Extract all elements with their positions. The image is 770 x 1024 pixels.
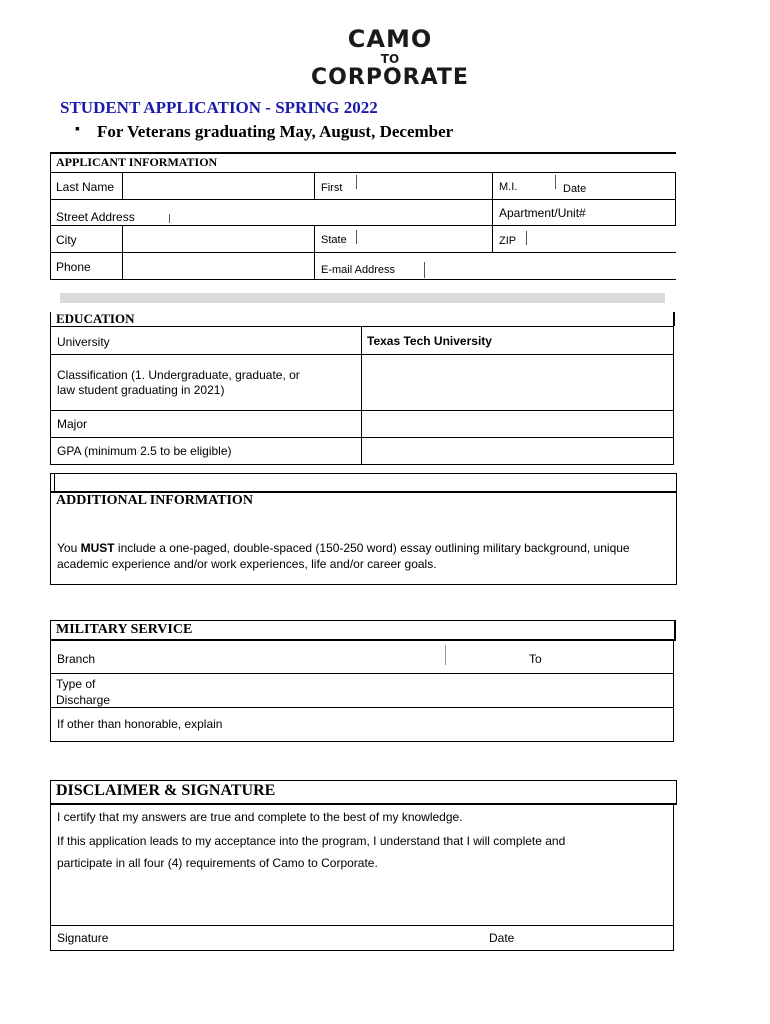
additional-text-bold: MUST xyxy=(80,541,115,555)
state-tick xyxy=(356,230,357,244)
additional-text-line2: academic experience and/or work experiences, life and/or career goals. xyxy=(57,557,437,571)
disclaimer-top-rule xyxy=(50,780,677,781)
logo-line-camo: CAMO xyxy=(347,25,433,53)
applicant-col-label-2 xyxy=(122,225,123,279)
additional-right-border xyxy=(676,473,677,585)
military-title-rule xyxy=(50,639,676,641)
military-rule-1 xyxy=(50,673,674,674)
disclaimer-section-title: DISCLAIMER & SIGNATURE xyxy=(56,782,276,799)
applicant-col-mid-2 xyxy=(314,225,315,279)
state-label: State xyxy=(321,234,347,246)
email-tick xyxy=(424,262,425,278)
phone-field[interactable] xyxy=(124,254,312,277)
apartment-label: Apartment/Unit# xyxy=(499,206,586,220)
applicant-rule-2 xyxy=(50,199,676,200)
classification-label-line2: law student graduating in 2021) xyxy=(57,383,225,397)
other-than-honorable-label: If other than honorable, explain xyxy=(57,717,223,731)
applicant-col-mid xyxy=(314,172,315,199)
last-name-label: Last Name xyxy=(56,180,115,194)
signature-label: Signature xyxy=(57,931,109,945)
logo-line-corporate: CORPORATE xyxy=(311,65,469,90)
program-text-line2: participate in all four (4) requirements of Camo to Corporate. xyxy=(57,856,378,870)
applicant-rule-1 xyxy=(50,172,676,173)
classification-field[interactable] xyxy=(363,356,672,408)
branch-tick xyxy=(445,645,446,665)
discharge-field[interactable] xyxy=(120,675,672,705)
logo-line-to: TO xyxy=(380,52,400,66)
military-rule-3 xyxy=(50,741,674,742)
additional-bottom-rule xyxy=(50,584,677,585)
street-address-field[interactable] xyxy=(172,201,490,223)
signature-rule xyxy=(50,925,674,926)
applicant-left-border xyxy=(50,152,51,279)
mi-tick xyxy=(555,175,556,189)
education-right-border-top xyxy=(673,312,675,326)
to-field[interactable] xyxy=(548,642,672,671)
first-name-label: First xyxy=(321,182,343,194)
applicant-right-border xyxy=(675,172,676,225)
applicant-rule-5 xyxy=(50,279,676,280)
applicant-section-title: APPLICANT INFORMATION xyxy=(56,155,218,169)
additional-section-title: ADDITIONAL INFORMATION xyxy=(56,493,253,508)
education-rule-3 xyxy=(50,410,674,411)
additional-left-border xyxy=(50,473,51,585)
branch-label: Branch xyxy=(57,652,96,666)
zip-tick xyxy=(526,231,527,245)
education-rule-5 xyxy=(50,464,674,465)
education-rule-2 xyxy=(50,354,674,355)
applicant-rule-3 xyxy=(50,225,676,226)
education-right-border xyxy=(673,326,674,464)
additional-text-pre: You xyxy=(57,541,81,555)
page-subtitle: For Veterans graduating May, August, December xyxy=(97,122,454,141)
military-right-border-top xyxy=(674,620,676,640)
disclaimer-bottom-rule xyxy=(50,950,674,951)
disclaimer-right-border-top xyxy=(676,780,677,804)
other-than-honorable-field[interactable] xyxy=(240,709,672,739)
zip-field[interactable] xyxy=(530,227,674,250)
applicant-top-rule xyxy=(50,152,676,154)
education-col-divider xyxy=(361,326,362,464)
education-left-border xyxy=(50,312,51,464)
discharge-label-line1: Type of xyxy=(56,677,96,691)
university-label: University xyxy=(57,335,110,349)
date-label: Date xyxy=(563,183,587,195)
street-address-label: Street Address xyxy=(56,210,135,224)
page-title: STUDENT APPLICATION - SPRING 2022 xyxy=(60,98,378,117)
email-field[interactable] xyxy=(428,254,674,277)
to-label: To xyxy=(529,652,542,666)
major-field[interactable] xyxy=(363,412,672,435)
additional-text-post: include a one-paged, double-spaced (150-250 word) essay outlining military background, unique xyxy=(114,541,630,555)
logo xyxy=(300,26,480,90)
disclaimer-right-border xyxy=(673,805,674,951)
signature-date-label: Date xyxy=(489,931,515,945)
bullet-icon: ▪ xyxy=(75,122,80,137)
applicant-col-right xyxy=(492,172,493,252)
first-name-field[interactable] xyxy=(360,174,490,197)
certify-text: I certify that my answers are true and complete to the best of my knowledge. xyxy=(57,810,463,824)
applicant-rule-4 xyxy=(50,252,676,253)
military-section-title: MILITARY SERVICE xyxy=(56,622,193,637)
phone-label: Phone xyxy=(56,260,91,274)
city-label: City xyxy=(56,233,77,247)
military-right-border xyxy=(673,640,674,741)
branch-field[interactable] xyxy=(100,642,440,671)
additional-top-rule xyxy=(50,473,677,474)
classification-label-line1: Classification (1. Undergraduate, graduate, or xyxy=(57,368,300,382)
applicant-col-label xyxy=(122,172,123,199)
education-section-title: EDUCATION xyxy=(56,311,135,326)
military-top-rule xyxy=(50,620,676,621)
military-rule-2 xyxy=(50,707,674,708)
education-rule-1 xyxy=(50,326,674,327)
major-label: Major xyxy=(57,417,88,431)
mi-label: M.I. xyxy=(499,181,518,193)
university-value: Texas Tech University xyxy=(367,334,492,348)
zip-label: ZIP xyxy=(499,235,517,247)
disclaimer-title-rule xyxy=(50,803,677,805)
city-field[interactable] xyxy=(124,227,312,250)
program-text-line1: If this application leads to my acceptance into the program, I understand that I will complete and xyxy=(57,834,566,848)
first-name-tick xyxy=(356,175,357,189)
additional-inner-left-border xyxy=(54,473,55,492)
education-rule-4 xyxy=(50,437,674,438)
last-name-field[interactable] xyxy=(124,174,312,197)
discharge-label-line2: Discharge xyxy=(56,693,111,707)
additional-text-line1 xyxy=(57,541,630,555)
signature-date-field[interactable] xyxy=(520,927,670,949)
email-label: E-mail Address xyxy=(321,264,395,276)
signature-field[interactable] xyxy=(120,927,480,949)
separator-bar xyxy=(60,293,665,303)
street-address-tick xyxy=(169,214,170,223)
state-field[interactable] xyxy=(360,227,490,250)
gpa-label: GPA (minimum 2.5 to be eligible) xyxy=(57,444,232,458)
gpa-field[interactable] xyxy=(363,439,672,462)
